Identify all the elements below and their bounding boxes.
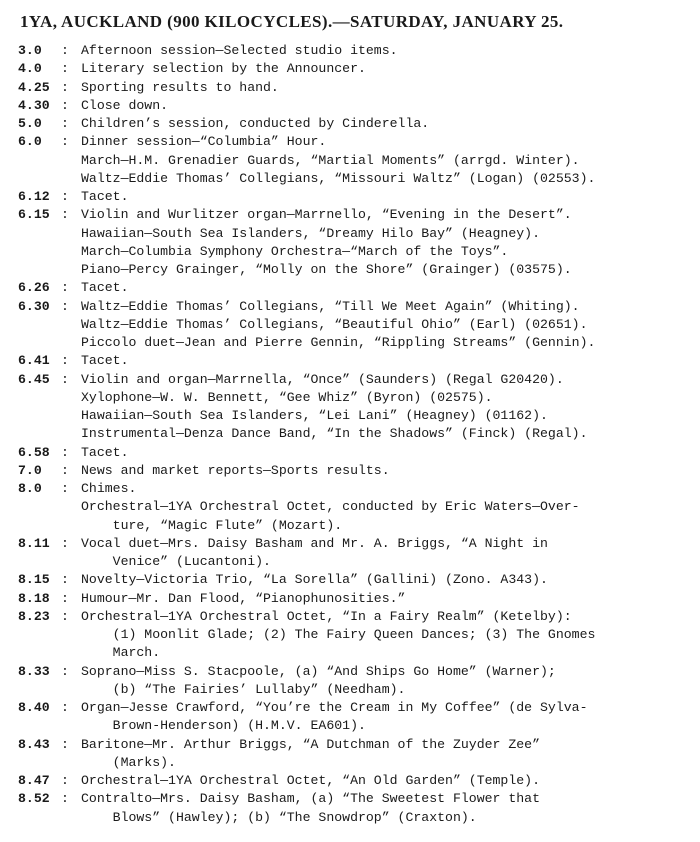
programme-entry — [18, 772, 686, 790]
time-separator: : — [61, 298, 69, 314]
entry-description — [81, 699, 686, 736]
entry-line: Brown-Henderson) (H.M.V. EA601). — [81, 718, 366, 734]
entry-line: Organ—Jesse Crawford, “You’re the Cream in My Coffee” (de Sylva- — [81, 700, 588, 715]
entry-line: March—H.M. Grenadier Guards, “Martial Moments” (arrgd. Winter). — [81, 152, 580, 168]
entry-line: Violin and Wurlitzer organ—Marrnello, “Evening in the Desert”. — [81, 207, 572, 223]
time-separator: : — [61, 462, 69, 478]
time-separator: : — [61, 207, 69, 223]
entry-time: 6.30 — [18, 298, 50, 314]
entry-description — [81, 79, 686, 97]
time-separator: : — [61, 134, 69, 150]
entry-time: 7.0 — [18, 462, 42, 478]
entry-line: Waltz—Eddie Thomas’ Collegians, “Till We Meet Again” (Whiting). — [81, 298, 580, 314]
entry-line: Literary selection by the Announcer. — [81, 61, 366, 77]
time-separator: : — [61, 371, 69, 387]
entry-description — [81, 206, 686, 279]
entry-line: Venice” (Lucantoni). — [81, 554, 271, 569]
programme-entry — [18, 60, 686, 78]
entry-description — [81, 97, 686, 115]
entry-time: 8.52 — [18, 791, 50, 807]
entry-description — [81, 444, 686, 462]
programme-entry — [18, 42, 686, 60]
entry-line: Xylophone—W. W. Bennett, “Gee Whiz” (Byron) (02575). — [81, 389, 493, 405]
time-separator: : — [61, 43, 69, 58]
entry-description — [81, 736, 686, 773]
entry-time: 6.12 — [18, 189, 50, 204]
entry-line: Soprano—Miss S. Stacpoole, (a) “And Ships Go Home” (Warner); — [81, 663, 556, 679]
entry-time: 6.15 — [18, 207, 50, 223]
programme-entry — [18, 462, 686, 480]
programme-entry — [18, 699, 686, 736]
entry-description — [81, 60, 686, 78]
entry-description — [81, 663, 686, 700]
entry-line: Instrumental—Denza Dance Band, “In the Shadows” (Finck) (Regal). — [81, 426, 588, 442]
programme-entry — [18, 188, 686, 206]
programme-entry — [18, 535, 686, 572]
entry-time: 5.0 — [18, 116, 42, 131]
programme-entry — [18, 444, 686, 462]
time-separator: : — [61, 590, 69, 606]
entry-line: Dinner session—“Columbia” Hour. — [81, 134, 327, 150]
entry-time: 6.0 — [18, 134, 42, 150]
programme-entry — [18, 736, 686, 773]
entry-description — [81, 462, 686, 480]
entry-line: Orchestral—1YA Orchestral Octet, “An Old Garden” (Temple). — [81, 773, 540, 788]
entry-line: Humour—Mr. Dan Flood, “Pianophunosities.” — [81, 590, 406, 606]
entry-line: (1) Moonlit Glade; (2) The Fairy Queen Dances; (3) The Gnomes — [81, 627, 596, 642]
time-separator: : — [61, 572, 69, 588]
entry-time: 6.26 — [18, 280, 50, 296]
entry-line: Hawaiian—South Sea Islanders, “Lei Lani” (Heagney) (01162). — [81, 408, 548, 423]
entry-line: Tacet. — [81, 444, 129, 460]
entry-time: 8.0 — [18, 481, 42, 496]
programme-entry — [18, 790, 686, 827]
entry-line: Waltz—Eddie Thomas’ Collegians, “Missouri Waltz” (Logan) (02553). — [81, 170, 596, 186]
entry-line: Tacet. — [81, 189, 129, 204]
entry-time: 8.15 — [18, 572, 50, 588]
entry-line: Blows” (Hawley); (b) “The Snowdrop” (Craxton). — [81, 809, 477, 825]
entry-description — [81, 279, 686, 297]
entry-time: 8.43 — [18, 736, 50, 752]
entry-description — [81, 571, 686, 589]
entry-time: 8.40 — [18, 700, 50, 715]
entry-description — [81, 352, 686, 370]
entry-time: 3.0 — [18, 43, 42, 58]
entry-line: Hawaiian—South Sea Islanders, “Dreamy Hilo Bay” (Heagney). — [81, 225, 540, 241]
entry-time: 6.58 — [18, 444, 50, 460]
entry-line: Afternoon session—Selected studio items. — [81, 43, 398, 58]
entry-description — [81, 772, 686, 790]
time-separator: : — [61, 116, 69, 131]
entry-line: Waltz—Eddie Thomas’ Collegians, “Beautiful Ohio” (Earl) (02651). — [81, 316, 588, 332]
entry-line: (Marks). — [81, 754, 176, 770]
time-separator: : — [61, 773, 69, 788]
time-separator: : — [61, 663, 69, 679]
entry-description — [81, 188, 686, 206]
entry-line: Orchestral—1YA Orchestral Octet, conducted by Eric Waters—Over- — [81, 499, 580, 515]
entry-description — [81, 535, 686, 572]
entry-time: 4.25 — [18, 79, 50, 95]
time-separator: : — [61, 608, 69, 624]
programme-entry — [18, 663, 686, 700]
programme-entry — [18, 298, 686, 353]
entry-time: 4.30 — [18, 97, 50, 113]
entry-line: ture, “Magic Flute” (Mozart). — [81, 517, 343, 533]
entry-line: Vocal duet—Mrs. Daisy Basham and Mr. A. Briggs, “A Night in — [81, 535, 548, 551]
entry-line: Piccolo duet—Jean and Pierre Gennin, “Rippling Streams” (Gennin). — [81, 335, 596, 350]
time-separator: : — [61, 535, 69, 551]
programme-entry — [18, 206, 686, 279]
programme-entry — [18, 480, 686, 535]
entry-description — [81, 790, 686, 827]
entry-time: 8.33 — [18, 663, 50, 679]
entry-description — [81, 133, 686, 188]
entry-line: Tacet. — [81, 280, 129, 296]
entry-line: March—Columbia Symphony Orchestra—“March of the Toys”. — [81, 243, 509, 259]
entry-time: 8.23 — [18, 608, 50, 624]
entry-time: 6.45 — [18, 371, 50, 387]
entry-description — [81, 115, 686, 133]
entry-line: Baritone—Mr. Arthur Briggs, “A Dutchman of the Zuyder Zee” — [81, 736, 540, 752]
programme-entry — [18, 79, 686, 97]
time-separator: : — [61, 353, 69, 369]
time-separator: : — [61, 791, 69, 807]
programme-entry — [18, 133, 686, 188]
time-separator: : — [61, 736, 69, 752]
time-separator: : — [61, 481, 69, 496]
entry-line: Contralto—Mrs. Daisy Basham, (a) “The Sweetest Flower that — [81, 791, 540, 807]
entry-description — [81, 480, 686, 535]
time-separator: : — [61, 97, 69, 113]
entry-line: Piano—Percy Grainger, “Molly on the Shore” (Grainger) (03575). — [81, 262, 572, 277]
entry-line: Novelty—Victoria Trio, “La Sorella” (Gallini) (Zono. A343). — [81, 572, 548, 588]
entry-line: News and market reports—Sports results. — [81, 462, 390, 478]
entry-description — [81, 298, 686, 353]
entry-description — [81, 608, 686, 663]
entry-line: March. — [81, 645, 161, 661]
entry-line: Orchestral—1YA Orchestral Octet, “In a Fairy Realm” (Ketelby): — [81, 608, 572, 624]
entry-time: 4.0 — [18, 61, 42, 77]
entry-description — [81, 371, 686, 444]
entry-line: Sporting results to hand. — [81, 79, 279, 95]
time-separator: : — [61, 280, 69, 296]
entry-line: Violin and organ—Marrnella, “Once” (Saunders) (Regal G20420). — [81, 371, 564, 387]
entry-time: 8.18 — [18, 590, 50, 606]
entry-description — [81, 42, 686, 60]
entry-line: Chimes. — [81, 481, 137, 496]
time-separator: : — [61, 61, 69, 77]
programme-entry — [18, 571, 686, 589]
programme-entry — [18, 371, 686, 444]
entry-line: (b) “The Fairies’ Lullaby” (Needham). — [81, 681, 406, 697]
entry-time: 6.41 — [18, 353, 50, 369]
programme-entry — [18, 97, 686, 115]
entry-line: Children’s session, conducted by Cinderella. — [81, 116, 430, 131]
entry-line: Close down. — [81, 97, 169, 113]
time-separator: : — [61, 700, 69, 715]
entry-description — [81, 590, 686, 608]
time-separator: : — [61, 189, 69, 204]
programme-entry — [18, 590, 686, 608]
programme-entry — [18, 115, 686, 133]
entry-time: 8.11 — [18, 535, 50, 551]
programme-entry — [18, 279, 686, 297]
programme-entry — [18, 608, 686, 663]
entry-line: Tacet. — [81, 353, 129, 369]
programme-entry — [18, 352, 686, 370]
entry-time: 8.47 — [18, 773, 50, 788]
time-separator: : — [61, 79, 69, 95]
station-heading: 1YA, AUCKLAND (900 KILOCYCLES).—SATURDAY, JANUARY 25. — [20, 12, 564, 31]
time-separator: : — [61, 444, 69, 460]
programme-list — [18, 42, 686, 827]
